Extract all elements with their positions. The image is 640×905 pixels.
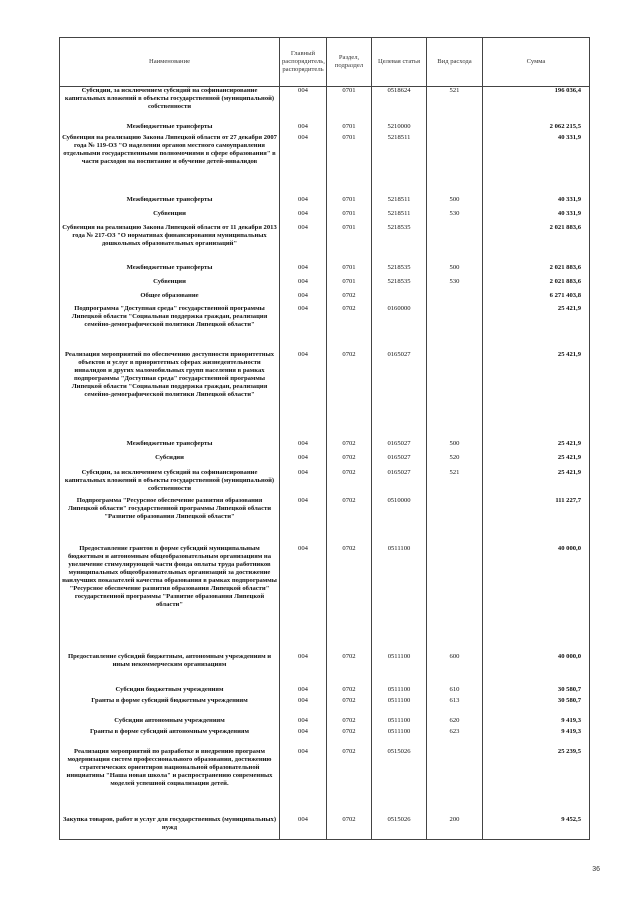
cell-section: 0701 [327, 123, 372, 134]
table-row [60, 305, 590, 351]
cell-name: Субвенция на реализацию Закона Липецкой области от 11 декабря 2013 года № 217-ОЗ "О нормативах финансирования муниципальных дошкольных образовательных организаций" [60, 224, 280, 264]
cell-target-article: 5218511 [372, 196, 427, 210]
cell-sum: 196 036,4 [483, 87, 590, 123]
cell-sum: 6 271 403,8 [483, 292, 590, 305]
header-expense-type: Вид расхода [427, 38, 483, 87]
cell-main-manager: 004 [280, 292, 327, 305]
cell-section: 0702 [327, 440, 372, 454]
cell-name: Межбюджетные трансферты [60, 264, 280, 278]
cell-name: Субвенция на реализацию Закона Липецкой области от 27 декабря 2007 года № 119-ОЗ "О наделении органов местного самоуправления отдельными государственными полномочиями в сфере образования" в части расходов на воспитание и обучение детей-инвалидов [60, 134, 280, 196]
cell-expense-type [427, 497, 483, 545]
cell-section: 0702 [327, 454, 372, 469]
cell-section: 0702 [327, 292, 372, 305]
cell-expense-type: 613 [427, 697, 483, 717]
cell-expense-type: 600 [427, 653, 483, 686]
cell-main-manager: 004 [280, 134, 327, 196]
cell-expense-type [427, 545, 483, 653]
cell-main-manager: 004 [280, 717, 327, 728]
cell-target-article: 0510000 [372, 497, 427, 545]
table-row [60, 278, 590, 292]
cell-expense-type: 500 [427, 440, 483, 454]
cell-main-manager: 004 [280, 264, 327, 278]
cell-name: Закупка товаров, работ и услуг для государственных (муниципальных) нужд [60, 816, 280, 840]
cell-main-manager: 004 [280, 497, 327, 545]
cell-sum: 40 331,9 [483, 196, 590, 210]
table-row [60, 264, 590, 278]
cell-expense-type: 610 [427, 686, 483, 697]
table-row [60, 196, 590, 210]
cell-expense-type [427, 351, 483, 440]
cell-sum: 30 580,7 [483, 697, 590, 717]
cell-name: Общее образование [60, 292, 280, 305]
table-row [60, 440, 590, 454]
cell-target-article: 0515026 [372, 816, 427, 840]
cell-expense-type: 200 [427, 816, 483, 840]
cell-name: Субвенции [60, 210, 280, 224]
cell-section: 0702 [327, 305, 372, 351]
cell-name: Предоставление субсидий бюджетным, автономным учреждениям и иным некоммерческим организациям [60, 653, 280, 686]
table-row [60, 292, 590, 305]
cell-expense-type: 623 [427, 728, 483, 748]
cell-sum: 25 421,9 [483, 305, 590, 351]
table-row [60, 816, 590, 840]
cell-section: 0701 [327, 87, 372, 123]
table-row [60, 653, 590, 686]
cell-name: Межбюджетные трансферты [60, 196, 280, 210]
header-main-manager: Главный распорядитель, распорядитель [280, 38, 327, 87]
cell-name: Субсидии [60, 454, 280, 469]
cell-main-manager: 004 [280, 686, 327, 697]
cell-sum: 2 021 883,6 [483, 264, 590, 278]
cell-target-article: 0515026 [372, 748, 427, 816]
cell-expense-type [427, 748, 483, 816]
cell-main-manager: 004 [280, 278, 327, 292]
cell-main-manager: 004 [280, 224, 327, 264]
cell-sum: 25 421,9 [483, 351, 590, 440]
cell-name: Гранты в форме субсидий автономным учреждениям [60, 728, 280, 748]
table-row [60, 210, 590, 224]
cell-main-manager: 004 [280, 748, 327, 816]
cell-name: Реализация мероприятий по разработке и внедрению программ модернизации систем профессионального образования, достижению стратегических ориентиров национальной образовательной инициативы "Наша новая школа" и распространению современных моделей успешной социализации детей. [60, 748, 280, 816]
table-row [60, 686, 590, 697]
page-number: 36 [592, 866, 600, 873]
table-row [60, 497, 590, 545]
cell-name: Гранты в форме субсидий бюджетным учреждениям [60, 697, 280, 717]
cell-expense-type: 500 [427, 196, 483, 210]
header-name: Наименование [60, 38, 280, 87]
cell-main-manager: 004 [280, 123, 327, 134]
cell-target-article: 0165027 [372, 351, 427, 440]
cell-expense-type: 500 [427, 264, 483, 278]
cell-sum: 2 062 215,5 [483, 123, 590, 134]
cell-target-article: 0511100 [372, 545, 427, 653]
cell-sum: 25 421,9 [483, 440, 590, 454]
cell-expense-type: 530 [427, 278, 483, 292]
cell-sum: 40 331,9 [483, 134, 590, 196]
cell-target-article: 0511100 [372, 717, 427, 728]
cell-expense-type [427, 224, 483, 264]
cell-section: 0702 [327, 728, 372, 748]
cell-section: 0702 [327, 497, 372, 545]
cell-main-manager: 004 [280, 469, 327, 497]
cell-target-article: 0518624 [372, 87, 427, 123]
cell-expense-type: 530 [427, 210, 483, 224]
cell-expense-type: 620 [427, 717, 483, 728]
cell-main-manager: 004 [280, 196, 327, 210]
cell-expense-type [427, 123, 483, 134]
cell-section: 0701 [327, 134, 372, 196]
cell-target-article: 0511100 [372, 686, 427, 697]
cell-main-manager: 004 [280, 305, 327, 351]
cell-sum: 40 000,0 [483, 653, 590, 686]
cell-sum: 9 419,3 [483, 728, 590, 748]
cell-target-article: 0165027 [372, 440, 427, 454]
cell-target-article: 5218535 [372, 278, 427, 292]
budget-table [59, 37, 590, 840]
table-row [60, 351, 590, 440]
cell-sum: 111 227,7 [483, 497, 590, 545]
table-row [60, 224, 590, 264]
table-body [60, 87, 590, 840]
cell-name: Предоставление грантов в форме субсидий муниципальным бюджетным и автономным общеобразовательным организациям на увеличение стимулирующей части фонда оплаты труда работников муниципальных общеобразовательных организаций за достижение наилучших показателей качества образования в рамках подпрограммы "Ресурсное обеспечение развития образования Липецкой области" государственной программы "Развитие образования Липецкой области" [60, 545, 280, 653]
cell-expense-type [427, 134, 483, 196]
cell-target-article: 0511100 [372, 653, 427, 686]
cell-target-article: 5218511 [372, 134, 427, 196]
cell-main-manager: 004 [280, 545, 327, 653]
table-row [60, 545, 590, 653]
header-sum: Сумма [483, 38, 590, 87]
table-row [60, 717, 590, 728]
cell-target-article: 0511100 [372, 697, 427, 717]
cell-name: Подпрограмма "Доступная среда" государственной программы Липецкой области "Социальная поддержка граждан, реализация семейно-демографической политики Липецкой области" [60, 305, 280, 351]
header-target-article: Целевая статья [372, 38, 427, 87]
cell-expense-type: 520 [427, 454, 483, 469]
cell-section: 0702 [327, 469, 372, 497]
cell-target-article: 5218535 [372, 224, 427, 264]
cell-sum: 9 419,3 [483, 717, 590, 728]
cell-name: Субсидии бюджетным учреждениям [60, 686, 280, 697]
cell-name: Межбюджетные трансферты [60, 440, 280, 454]
cell-sum: 25 421,9 [483, 454, 590, 469]
table-row [60, 123, 590, 134]
cell-main-manager: 004 [280, 351, 327, 440]
cell-section: 0701 [327, 196, 372, 210]
cell-sum: 2 021 883,6 [483, 224, 590, 264]
cell-target-article: 0165027 [372, 454, 427, 469]
cell-sum: 25 239,5 [483, 748, 590, 816]
cell-section: 0702 [327, 545, 372, 653]
cell-main-manager: 004 [280, 87, 327, 123]
cell-sum: 9 452,5 [483, 816, 590, 840]
cell-section: 0702 [327, 697, 372, 717]
cell-sum: 40 000,0 [483, 545, 590, 653]
table-header-row [60, 38, 590, 87]
table-row [60, 748, 590, 816]
cell-sum: 2 021 883,6 [483, 278, 590, 292]
cell-section: 0702 [327, 816, 372, 840]
cell-target-article: 0165027 [372, 469, 427, 497]
table-row [60, 134, 590, 196]
cell-name: Субсидии, за исключением субсидий на софинансирование капитальных вложений в объекты государственной (муниципальной) собственности [60, 469, 280, 497]
cell-section: 0701 [327, 278, 372, 292]
cell-expense-type [427, 305, 483, 351]
cell-name: Реализация мероприятий по обеспечению доступности приоритетных объектов и услуг в приоритетных сферах жизнедеятельности инвалидов и других маломобильных групп населения в рамках подпрограммы "Доступная среда" государственной программы Липецкой области "Социальная поддержка граждан, реализация семейно-демографической политики Липецкой области" [60, 351, 280, 440]
table-row [60, 697, 590, 717]
cell-name: Субвенции [60, 278, 280, 292]
cell-sum: 30 580,7 [483, 686, 590, 697]
cell-target-article: 5218511 [372, 210, 427, 224]
cell-main-manager: 004 [280, 653, 327, 686]
cell-sum: 40 331,9 [483, 210, 590, 224]
cell-section: 0702 [327, 686, 372, 697]
cell-main-manager: 004 [280, 440, 327, 454]
table-row [60, 87, 590, 123]
cell-section: 0701 [327, 264, 372, 278]
cell-section: 0701 [327, 210, 372, 224]
table-row [60, 454, 590, 469]
cell-expense-type: 521 [427, 87, 483, 123]
cell-target-article: 5210000 [372, 123, 427, 134]
table-row [60, 728, 590, 748]
cell-target-article [372, 292, 427, 305]
cell-target-article: 0511100 [372, 728, 427, 748]
cell-section: 0702 [327, 748, 372, 816]
cell-section: 0702 [327, 717, 372, 728]
table-row [60, 469, 590, 497]
cell-name: Субсидии автономным учреждениям [60, 717, 280, 728]
cell-name: Субсидии, за исключением субсидий на софинансирование капитальных вложений в объекты государственной (муниципальной) собственности [60, 87, 280, 123]
cell-main-manager: 004 [280, 210, 327, 224]
cell-main-manager: 004 [280, 697, 327, 717]
cell-main-manager: 004 [280, 454, 327, 469]
cell-target-article: 0160000 [372, 305, 427, 351]
header-section: Раздел, подраздел [327, 38, 372, 87]
cell-main-manager: 004 [280, 816, 327, 840]
cell-section: 0701 [327, 224, 372, 264]
cell-target-article: 5218535 [372, 264, 427, 278]
cell-name: Подпрограмма "Ресурсное обеспечение развития образования Липецкой области" государственной программы Липецкой области "Развитие образования Липецкой области" [60, 497, 280, 545]
cell-main-manager: 004 [280, 728, 327, 748]
cell-sum: 25 421,9 [483, 469, 590, 497]
cell-section: 0702 [327, 351, 372, 440]
cell-section: 0702 [327, 653, 372, 686]
cell-expense-type [427, 292, 483, 305]
budget-table-page [59, 37, 589, 840]
cell-expense-type: 521 [427, 469, 483, 497]
cell-name: Межбюджетные трансферты [60, 123, 280, 134]
